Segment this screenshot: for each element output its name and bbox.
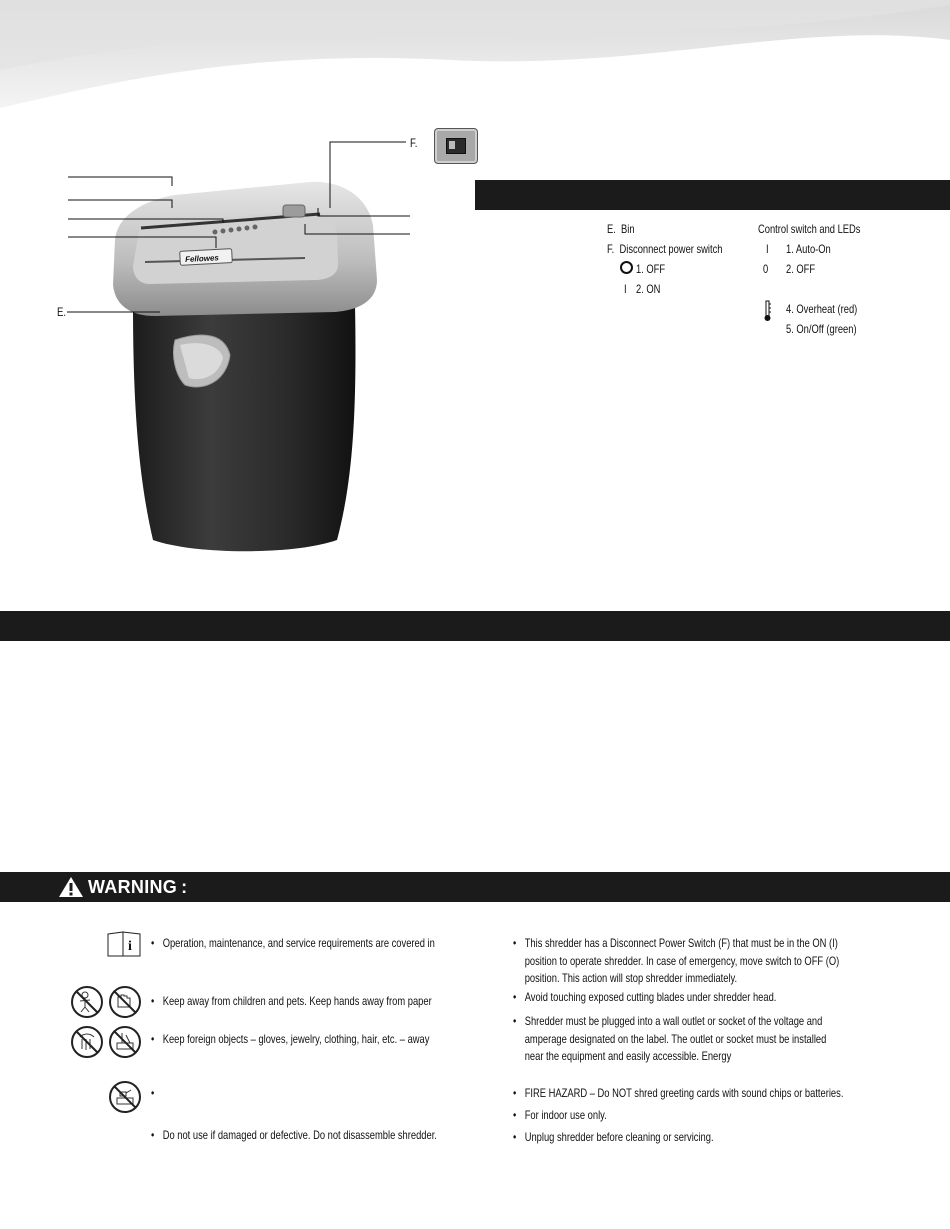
warning-left-1: • Operation, maintenance, and service requirements are covered in bbox=[151, 936, 435, 950]
warning-title: WARNING bbox=[88, 876, 178, 897]
manual-info-icon bbox=[106, 930, 142, 958]
callout-e-label: E. bbox=[57, 305, 67, 319]
overheat-label: 4. Overheat (red) bbox=[786, 302, 858, 316]
warning-right-2: • Avoid touching exposed cutting blades under shredder head. bbox=[513, 990, 777, 1004]
part-f: F. Disconnect power switch bbox=[607, 242, 723, 256]
no-hair-icon bbox=[70, 1025, 104, 1059]
warning-right-5: • For indoor use only. bbox=[513, 1108, 607, 1122]
off-circle-icon bbox=[620, 261, 633, 274]
callout-f-label: F. bbox=[410, 136, 418, 150]
no-aerosol-icon bbox=[108, 1080, 142, 1114]
no-children-icon bbox=[70, 985, 104, 1019]
warning-right-4: • FIRE HAZARD – Do NOT shred greeting cards with sound chips or batteries. bbox=[513, 1086, 844, 1100]
brand-logo: Fellowes bbox=[184, 253, 220, 265]
warning-left-4: • bbox=[151, 1086, 155, 1100]
parts-list-left bbox=[607, 219, 723, 259]
off-label: 2. OFF bbox=[786, 262, 816, 276]
warning-right-6: • Unplug shredder before cleaning or servicing. bbox=[513, 1130, 714, 1144]
warning-right-1: • This shredder has a Disconnect Power Switch (F) that must be in the ON (I) position to operate shredder. In case of emergency, move switch to OFF (O) position. This action will stop shredder immediately. bbox=[513, 936, 840, 985]
disconnect-switch-icon bbox=[434, 128, 478, 164]
thermometer-icon bbox=[763, 300, 773, 322]
no-hands-icon bbox=[108, 985, 142, 1019]
svg-text:i: i bbox=[128, 939, 132, 954]
section-bar-middle bbox=[0, 611, 950, 641]
warning-right-3: • Shredder must be plugged into a wall outlet or socket of the voltage and amperage designated on the label. The outlet or socket must be installed near the equipment and easily accessible. Energy bbox=[513, 1014, 827, 1063]
power-off-label: 1. OFF bbox=[636, 262, 666, 276]
auto-on-symbol: I bbox=[766, 242, 769, 256]
warning-heading bbox=[58, 874, 187, 900]
section-bar-parts bbox=[475, 180, 950, 210]
on-off-led-label: 5. On/Off (green) bbox=[786, 322, 857, 336]
warning-left-2: • Keep away from children and pets. Keep hands away from paper bbox=[151, 994, 432, 1008]
warning-triangle-icon bbox=[58, 876, 84, 898]
power-on-label: 2. ON bbox=[636, 282, 661, 296]
no-loose-clothing-icon bbox=[108, 1025, 142, 1059]
part-e: E. Bin bbox=[607, 222, 635, 236]
warning-left-5: • Do not use if damaged or defective. Do not disassemble shredder. bbox=[151, 1128, 437, 1142]
warning-left-3: • Keep foreign objects – gloves, jewelry, clothing, hair, etc. – away bbox=[151, 1032, 430, 1046]
off-symbol: 0 bbox=[763, 262, 769, 276]
power-on-symbol: I bbox=[624, 282, 627, 296]
control-switch-title: Control switch and LEDs bbox=[758, 222, 861, 236]
warning-colon: : bbox=[181, 876, 188, 897]
auto-on-label: 1. Auto-On bbox=[786, 242, 831, 256]
